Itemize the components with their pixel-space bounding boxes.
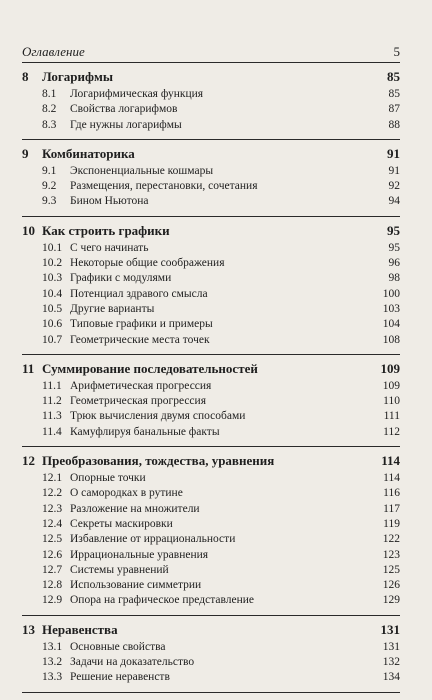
chapter-page-number: 91: [387, 145, 400, 161]
section-title: Иррациональные уравнения: [70, 548, 209, 561]
section-page-number: 112: [383, 425, 400, 438]
section-page-number: 88: [388, 118, 400, 131]
toc-chapter-heading: [22, 146, 400, 164]
toc-section-entry: [22, 394, 400, 409]
section-page-number: 96: [388, 257, 400, 270]
section-page-number: 131: [382, 640, 400, 653]
section-number: 12.1: [42, 472, 63, 485]
section-page-number: 103: [382, 302, 400, 315]
toc-section-entry: [22, 164, 400, 179]
section-page-number: 104: [382, 318, 400, 331]
section-page-number: 92: [388, 180, 400, 193]
chapter-title: Логарифмы: [42, 69, 113, 84]
running-header: [22, 44, 400, 60]
section-title: Решение неравенств: [70, 671, 170, 684]
section-number: 12.6: [42, 548, 63, 561]
section-title: Секреты маскировки: [70, 517, 173, 530]
section-number: 8.1: [42, 88, 57, 100]
section-title: Логарифмическая функция: [70, 88, 204, 100]
toc-section-entry: [22, 425, 400, 440]
toc-section-entry: [22, 379, 400, 394]
toc-section-entry: [22, 87, 400, 102]
toc-chapter-heading: [22, 453, 400, 471]
toc-section-entry: [22, 102, 400, 117]
chapter-page-number: 131: [380, 621, 400, 637]
section-number: 11.3: [42, 410, 62, 423]
chapter-title: Преобразования, тождества, уравнения: [42, 453, 275, 469]
toc-section-entry: [22, 194, 400, 209]
toc-section-entry: [22, 655, 400, 670]
section-number: 9.3: [42, 195, 57, 208]
section-title: Бином Ньютона: [70, 195, 149, 208]
section-title: Основные свойства: [70, 640, 166, 653]
section-number: 10.3: [42, 272, 63, 285]
section-title: Опорные точки: [70, 472, 146, 485]
section-number: 12.7: [42, 563, 63, 576]
section-number: 10.7: [42, 333, 63, 346]
section-title: Потенциал здравого смысла: [70, 287, 208, 300]
section-page-number: 85: [388, 88, 400, 100]
section-title: Где нужны логарифмы: [70, 118, 182, 131]
chapter-title: Как строить графики: [42, 222, 170, 238]
toc-section-entry: [22, 409, 400, 424]
section-number: 11.4: [42, 425, 62, 438]
toc-chapter: [22, 361, 400, 447]
chapter-number: 12: [22, 453, 35, 469]
toc-section-entry: [22, 532, 400, 547]
chapter-page-number: 95: [387, 222, 400, 238]
chapter-page-number: 85: [387, 69, 400, 84]
section-title: Системы уравнений: [70, 563, 169, 576]
chapter-page-number: 109: [380, 360, 400, 376]
section-number: 12.2: [42, 487, 63, 500]
section-page-number: 95: [388, 241, 400, 254]
section-title: Геометрические места точек: [70, 333, 210, 346]
toc-section-entry: [22, 241, 400, 256]
toc-section-entry: [22, 578, 400, 593]
chapter-number: 13: [22, 621, 35, 637]
section-title: Графики с модулями: [70, 272, 172, 285]
toc-section-entry: [22, 256, 400, 271]
section-number: 10.6: [42, 318, 63, 331]
section-page-number: 94: [388, 195, 400, 208]
toc-section-entry: [22, 317, 400, 332]
toc-section-entry: [22, 333, 400, 348]
section-title: Экспоненциальные кошмары: [70, 164, 214, 177]
section-title: Геометрическая прогрессия: [70, 395, 206, 408]
toc-chapter: [22, 622, 400, 693]
section-number: 10.1: [42, 241, 63, 254]
section-number: 12.5: [42, 533, 63, 546]
section-title: Разложение на множители: [70, 502, 200, 515]
section-number: 13.3: [42, 671, 63, 684]
toc-chapter-heading: [22, 69, 400, 87]
chapter-title: Комбинаторика: [42, 145, 135, 161]
chapter-number: 11: [22, 360, 35, 376]
section-number: 11.2: [42, 395, 62, 408]
section-page-number: 87: [388, 103, 400, 116]
toc-section-entry: [22, 548, 400, 563]
section-page-number: 108: [382, 333, 400, 346]
toc-section-entry: [22, 563, 400, 578]
section-page-number: 122: [382, 533, 400, 546]
section-title: Трюк вычисления двумя способами: [70, 410, 246, 423]
toc-chapter-heading: [22, 361, 400, 379]
toc-chapter-heading: [22, 622, 400, 640]
chapter-number: 8: [22, 69, 29, 84]
section-page-number: 134: [382, 671, 400, 684]
section-number: 10.5: [42, 302, 63, 315]
section-number: 9.1: [42, 164, 57, 177]
section-title: Размещения, перестановки, сочетания: [70, 180, 258, 193]
section-number: 10.2: [42, 257, 63, 270]
section-number: 8.3: [42, 118, 57, 131]
section-title: Камуфлируя банальные факты: [70, 425, 220, 438]
toc-chapter-heading: [22, 223, 400, 241]
toc-section-entry: [22, 287, 400, 302]
section-page-number: 119: [383, 517, 400, 530]
toc-section-entry: [22, 118, 400, 133]
toc-section-entry: [22, 640, 400, 655]
section-page-number: 117: [383, 502, 400, 515]
section-page-number: 109: [382, 379, 400, 392]
section-page-number: 129: [382, 594, 400, 607]
section-number: 10.4: [42, 287, 63, 300]
section-page-number: 116: [383, 487, 400, 500]
section-title: Арифметическая прогрессия: [70, 379, 212, 392]
section-page-number: 123: [382, 548, 400, 561]
toc-section-entry: [22, 471, 400, 486]
section-number: 11.1: [42, 379, 62, 392]
toc-section-entry: [22, 502, 400, 517]
section-title: Другие варианты: [70, 302, 155, 315]
toc-section-entry: [22, 486, 400, 501]
section-page-number: 132: [382, 656, 400, 669]
section-title: Опора на графическое представление: [70, 594, 255, 607]
toc-chapter: [22, 223, 400, 355]
section-number: 12.9: [42, 594, 63, 607]
toc-chapter: [22, 69, 400, 140]
section-title: Использование симметрии: [70, 579, 202, 592]
section-title: О самородках в рутине: [70, 487, 183, 500]
section-title: Свойства логарифмов: [70, 103, 178, 116]
section-number: 9.2: [42, 180, 57, 193]
section-number: 13.2: [42, 656, 63, 669]
section-title: Избавление от иррациональности: [70, 533, 236, 546]
toc-section-entry: [22, 271, 400, 286]
section-number: 12.3: [42, 502, 63, 515]
toc-section-entry: [22, 593, 400, 608]
chapter-number: 9: [22, 145, 29, 161]
section-page-number: 110: [383, 395, 400, 408]
chapter-title: Суммирование последовательностей: [42, 360, 258, 376]
section-number: 12.4: [42, 517, 63, 530]
chapter-title: Неравенства: [42, 621, 118, 637]
section-number: 8.2: [42, 103, 57, 116]
section-number: 12.8: [42, 579, 63, 592]
chapter-page-number: 114: [381, 453, 400, 469]
section-title: С чего начинать: [70, 241, 149, 254]
toc-section-entry: [22, 670, 400, 685]
section-page-number: 114: [383, 472, 400, 485]
toc-chapter: [22, 146, 400, 217]
section-page-number: 125: [382, 563, 400, 576]
toc-section-entry: [22, 517, 400, 532]
section-page-number: 111: [383, 410, 400, 423]
running-header-page-number: 5: [393, 44, 400, 59]
section-page-number: 126: [382, 579, 400, 592]
section-title: Задачи на доказательство: [70, 656, 195, 669]
section-page-number: 100: [382, 287, 400, 300]
toc-section-entry: [22, 179, 400, 194]
section-page-number: 91: [388, 164, 400, 177]
section-number: 13.1: [42, 640, 63, 653]
toc-section-entry: [22, 302, 400, 317]
running-header-title: Оглавление: [22, 44, 85, 59]
section-page-number: 98: [388, 272, 400, 285]
toc-chapter: [22, 453, 400, 616]
section-title: Некоторые общие соображения: [70, 257, 225, 270]
table-of-contents: [22, 63, 400, 693]
section-title: Типовые графики и примеры: [70, 318, 213, 331]
chapter-number: 10: [22, 222, 35, 238]
